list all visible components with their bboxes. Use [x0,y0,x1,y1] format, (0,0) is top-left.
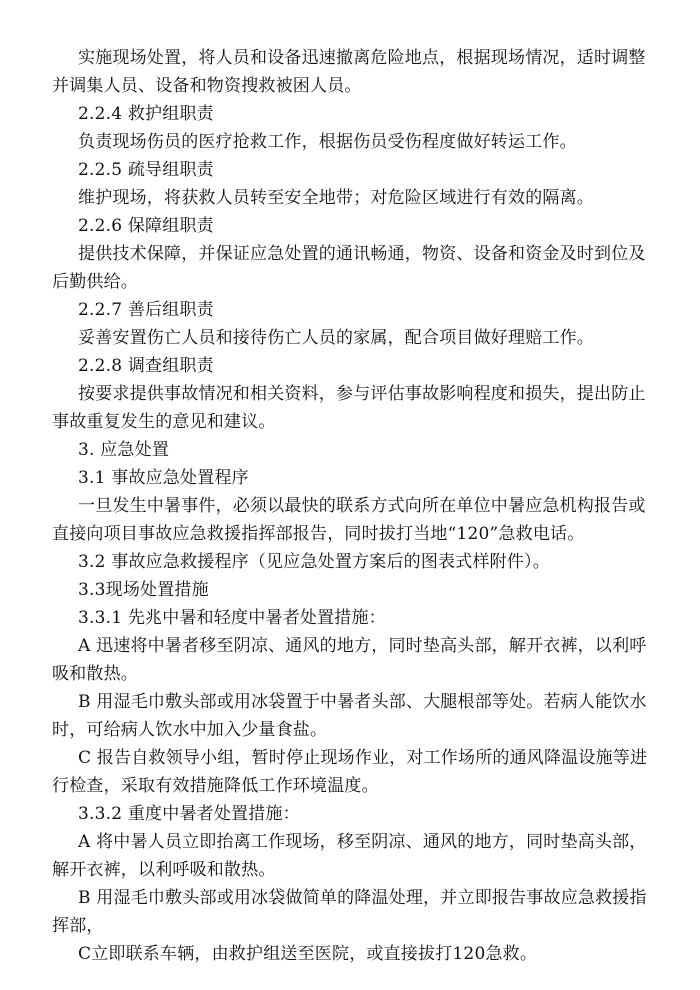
paragraph-line: 并调集人员、设备和物资搜救被困人员。 [52,76,362,96]
paragraph-line: B 用湿毛巾敷头部或用冰袋置于中暑者头部、大腿根部等处。若病人能饮水 [78,692,647,712]
paragraph-line: 直接向项目事故应急救援指挥部报告，同时拔打当地“120”急救电话。 [52,524,585,544]
paragraph-line: 提供技术保障，并保证应急处置的通讯畅通，物资、设备和资金及时到位及 [78,244,646,264]
paragraph-line: 挥部， [52,916,104,936]
paragraph-line: 事故重复发生的意见和建议。 [52,412,276,432]
section-heading: 3.1 事故应急处置程序 [78,468,249,488]
section-heading: 2.2.5 疏导组职责 [78,160,214,180]
paragraph-line: 按要求提供事故情况和相关资料，参与评估事故影响程度和损失，提出防止 [78,384,646,404]
paragraph-line: 行检查，采取有效措施降低工作环境温度。 [52,776,379,796]
paragraph-line: 负责现场伤员的医疗抢救工作，根据伤员受伤程度做好转运工作。 [78,132,577,152]
paragraph-line: C 报告自救领导小组，暂时停止现场作业，对工作场所的通风降温设施等进 [78,748,648,768]
paragraph-line: 实施现场处置，将人员和设备迅速撤离危险地点，根据现场情况，适时调整 [78,48,646,68]
paragraph-line: 解开衣裤，以利呼吸和散热。 [52,860,276,880]
paragraph-line: 一旦发生中暑事件，必须以最快的联系方式向所在单位中暑应急机构报告或 [78,496,646,516]
section-heading: 2.2.8 调查组职责 [78,356,214,376]
paragraph-line: 时，可给病人饮水中加入少量食盐。 [52,720,328,740]
paragraph-line: 吸和散热。 [52,664,138,684]
paragraph-line: 妥善安置伤亡人员和接待伤亡人员的家属，配合项目做好理赔工作。 [78,328,594,348]
paragraph-line: A 迅速将中暑者移至阴凉、通风的地方，同时垫高头部，解开衣裤，以利呼 [78,636,647,656]
section-heading: 3.3.2 重度中暑者处置措施： [78,804,300,824]
section-heading: 3.3现场处置措施 [78,580,209,600]
section-heading: 3. 应急处置 [78,440,170,460]
paragraph-line: 后勤供给。 [52,272,138,292]
section-heading: 2.2.7 善后组职责 [78,300,214,320]
section-heading: 2.2.6 保障组职责 [78,216,214,236]
paragraph-line: B 用湿毛巾敷头部或用冰袋做简单的降温处理，并立即报告事故应急救援指 [78,888,647,908]
paragraph-line: A 将中暑人员立即抬离工作现场，移至阴凉、通风的地方，同时垫高头部， [78,832,647,852]
section-heading: 3.3.1 先兆中暑和轻度中暑者处置措施： [78,608,386,628]
section-heading: 2.2.4 救护组职责 [78,104,214,124]
paragraph-line: C立即联系车辆，由救护组送至医院，或直接拔打120急救。 [78,944,538,964]
section-heading: 3.2 事故应急救援程序（见应急处置方案后的图表式样附件）。 [78,552,550,572]
paragraph-line: 维护现场，将获救人员转至安全地带；对危险区域进行有效的隔离。 [78,188,594,208]
